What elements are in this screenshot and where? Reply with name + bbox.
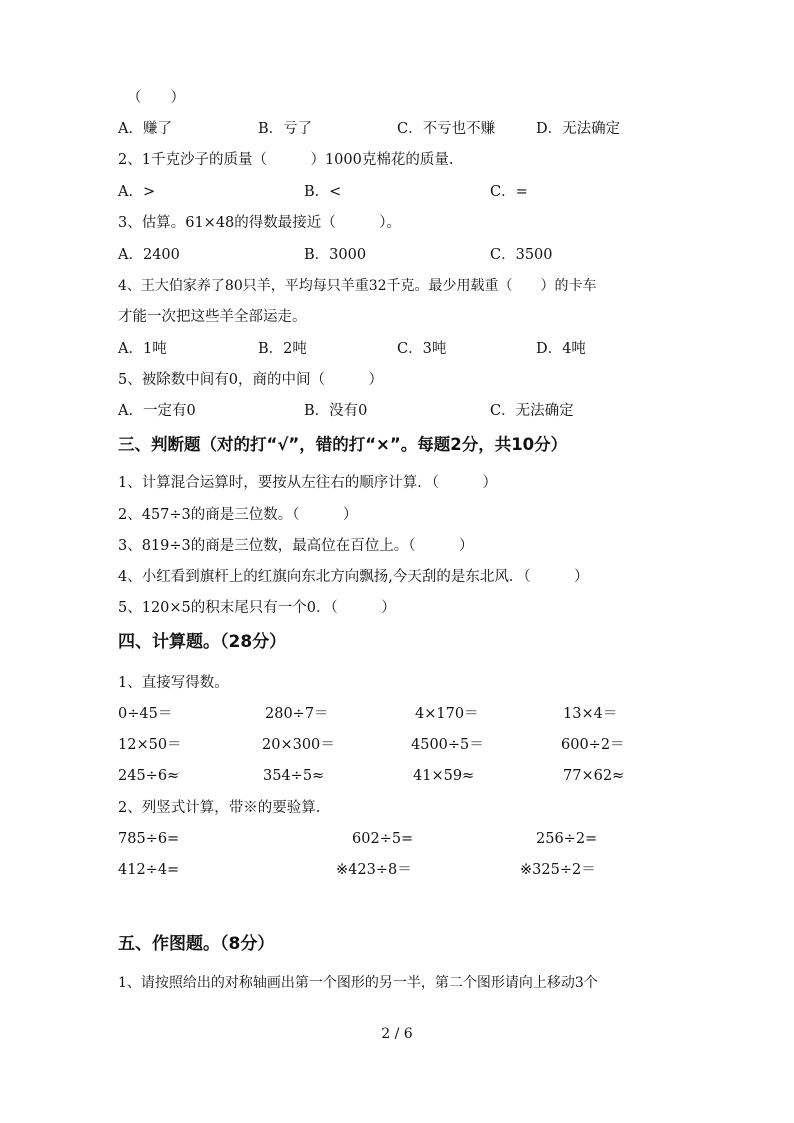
direct-calc-item: 4×170＝ [415,706,479,722]
q4-option-b: B．2吨 [258,341,307,357]
q4-option-c: C．3吨 [397,341,447,357]
direct-calc-item: 12×50＝ [118,737,182,753]
q4-option-d: D．4吨 [536,341,586,357]
q3-option-b: B．3000 [304,247,367,263]
q4-stem-line2: 才能一次把这些羊全部运走。 [118,309,307,325]
q4-options-row [0,339,794,359]
vertical-calc-row-2 [0,860,794,880]
direct-calc-row-2 [0,735,794,755]
vertical-calc-item: 785÷6= [118,831,180,847]
q1-option-b: B．亏了 [258,121,313,137]
q1-answer-blank: （ ） [127,90,185,106]
q1-options-row [0,119,794,139]
judgement-item-5: 5、120×5的积末尾只有一个0．（ ） [118,600,396,616]
q2-option-a: A．> [118,184,156,200]
direct-calc-item: 20×300＝ [262,737,335,753]
vertical-calc-item: ※325÷2＝ [520,862,596,878]
direct-calc-item: 0÷45＝ [118,706,173,722]
q5-options-row [0,401,794,421]
q5-option-a: A．一定有0 [118,403,196,419]
direct-calc-item: 13×4＝ [563,706,618,722]
q2-option-b: B．< [304,184,342,200]
page-number: 2 / 6 [381,1026,413,1042]
direct-calc-item: 245÷6≈ [118,768,180,784]
q4-option-a: A．1吨 [118,341,167,357]
q1-option-c: C．不亏也不赚 [397,121,496,137]
q1-option-a: A．赚了 [118,121,172,137]
q3-stem: 3、估算。61×48的得数最接近（ ）。 [118,215,402,231]
vertical-calc-item: ※423÷8＝ [336,862,412,878]
q5-stem: 5、被除数中间有0，商的中间（ ） [118,372,383,388]
q5-option-c: C．无法确定 [490,403,574,419]
vertical-calc-title: 2、列竖式计算，带※的要验算. [118,800,321,816]
vertical-calc-item: 256÷2= [536,831,598,847]
q4-stem-line1: 4、王大伯家养了80只羊，平均每只羊重32千克。最少用载重（ ）的卡车 [118,278,597,294]
judgement-item-3: 3、819÷3的商是三位数，最高位在百位上。（ ） [118,538,474,554]
judgement-heading: 三、判断题（对的打“√”，错的打“×”。每题2分，共10分） [118,435,568,454]
drawing-heading: 五、作图题。（8分） [118,934,275,954]
q3-option-a: A．2400 [118,247,180,263]
calculation-heading: 四、计算题。（28分） [118,632,287,652]
vertical-calc-item: 602÷5= [352,831,414,847]
q3-options-row [0,245,794,265]
q3-option-c: C．3500 [490,247,553,263]
vertical-calc-row-1 [0,829,794,849]
direct-calc-item: 354÷5≈ [263,768,325,784]
q2-stem: 2、1千克沙子的质量（ ）1000克棉花的质量. [118,152,454,168]
direct-calc-row-3 [0,766,794,786]
direct-calc-item: 77×62≈ [563,768,625,784]
drawing-item-1: 1、请按照给出的对称轴画出第一个图形的另一半，第二个图形请向上移动3个 [118,975,598,991]
vertical-calc-item: 412÷4= [118,862,180,878]
q2-option-c: C．= [490,184,528,200]
direct-calc-item: 280÷7＝ [265,706,329,722]
judgement-item-4: 4、小红看到旗杆上的红旗向东北方向飘扬,今天刮的是东北风．（ ） [118,569,589,585]
direct-calc-item: 4500÷5＝ [411,737,484,753]
judgement-item-2: 2、457÷3的商是三位数。（ ） [118,507,358,523]
q1-option-d: D．无法确定 [536,121,621,137]
direct-calc-row-1 [0,704,794,724]
direct-calc-item: 41×59≈ [413,768,475,784]
q5-option-b: B．没有0 [304,403,368,419]
judgement-item-1: 1、计算混合运算时，要按从左往右的顺序计算．（ ） [118,475,497,491]
direct-calc-item: 600÷2＝ [561,737,625,753]
direct-calc-title: 1、直接写得数。 [118,675,229,691]
q2-options-row [0,182,794,202]
